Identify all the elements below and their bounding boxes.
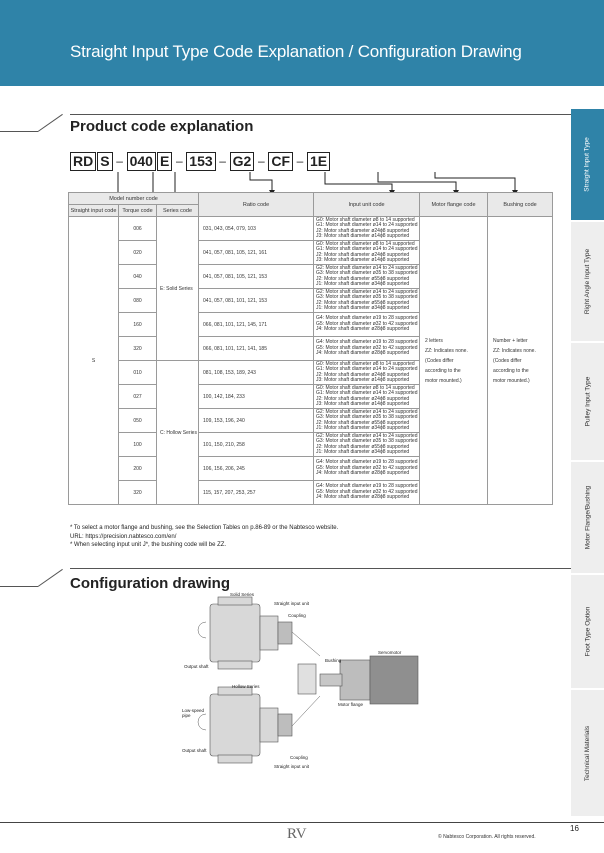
side-tab-nav (571, 109, 604, 817)
input-line: G5: Motor shaft diameter ø32 to 42 supported (316, 344, 418, 351)
ratio-codes: 081, 108, 153, 189, 243 (199, 361, 314, 385)
label-output-shaft: Output shaft (184, 664, 209, 669)
ratio-codes: 041, 057, 081, 101, 121, 153 (199, 289, 314, 313)
torque-code: 320 (119, 481, 157, 505)
tab-pulley-input-type[interactable] (571, 343, 604, 461)
section-divider-left (0, 586, 38, 587)
input-line: J1: Motor shaft diameter ø34ϕ8 supported (316, 448, 410, 455)
page-title: Straight Input Type Code Explanation / Configuration Drawing (70, 42, 522, 61)
code-group-040e (127, 152, 173, 171)
input-unit-codes (314, 265, 420, 289)
input-unit-codes (314, 481, 420, 505)
input-unit-codes (314, 217, 420, 241)
input-line: J3: Motor shaft diameter ø14ϕ8 supported (316, 376, 410, 383)
header-input-unit-code: Input unit code (314, 193, 420, 217)
input-line: G0: Motor shaft diameter ø8 to 14 supported (316, 360, 415, 367)
tab-right-angle-input-type[interactable] (571, 222, 604, 342)
tab-technical-materials[interactable] (571, 690, 604, 817)
straight-input-code-value: S (69, 217, 119, 505)
bushing-note (488, 217, 553, 505)
header-series-code: Series code (157, 205, 199, 217)
section-divider (70, 568, 571, 569)
note-line: according to the (493, 367, 529, 374)
input-unit-codes (314, 313, 420, 337)
torque-code: 160 (119, 313, 157, 337)
tab-motor-flange-bushing[interactable] (571, 462, 604, 574)
label-output-shaft: Output shaft (182, 748, 207, 753)
header-model-number-code: Model number code (69, 193, 199, 205)
footnote: * When selecting input unit J*, the bushing code will be ZZ. (70, 542, 227, 548)
input-line: J2: Motor shaft diameter ø24ϕ8 supported (316, 251, 410, 258)
code-part-torque: 040 (127, 152, 156, 171)
code-part-s: S (97, 152, 112, 171)
torque-code: 006 (119, 217, 157, 241)
copyright: © Nabtesco Corporation. All rights reserved. (438, 834, 536, 840)
torque-code: 020 (119, 241, 157, 265)
section-divider-slash (38, 569, 63, 587)
input-line: G0: Motor shaft diameter ø8 to 14 supported (316, 240, 415, 247)
section-divider-left (0, 131, 38, 132)
input-line: J4: Motor shaft diameter ø28ϕ8 supported (316, 470, 410, 477)
input-line: G2: Motor shaft diameter ø14 to 24 supported (316, 264, 418, 271)
input-line: J2: Motor shaft diameter ø55ϕ8 supported (316, 299, 410, 306)
input-line: J3: Motor shaft diameter ø14ϕ8 supported (316, 400, 410, 407)
ratio-codes: 041, 057, 081, 105, 121, 161 (199, 241, 314, 265)
note-line: (Codes differ (425, 357, 454, 364)
note-line: ZZ: Indicates none. (425, 347, 468, 354)
ratio-codes: 115, 157, 207, 253, 257 (199, 481, 314, 505)
input-line: J2: Motor shaft diameter ø55ϕ8 supported (316, 275, 410, 282)
input-line: G1: Motor shaft diameter ø14 to 24 supported (316, 222, 418, 229)
tab-straight-input-type[interactable] (571, 109, 604, 221)
input-unit-codes (314, 433, 420, 457)
note-line: Number + letter (493, 337, 528, 344)
footnote: * To select a motor flange and bushing, see the Selection Tables on p.86-89 or the Nabtesco website. (70, 525, 339, 531)
input-unit-codes (314, 457, 420, 481)
code-part-series: E (157, 152, 172, 171)
code-dash: – (296, 154, 304, 168)
torque-code: 100 (119, 433, 157, 457)
torque-code: 200 (119, 457, 157, 481)
tab-label: Foot Type Option (584, 606, 591, 657)
torque-code: 010 (119, 361, 157, 385)
series-hollow: C: Hollow Series (157, 361, 199, 505)
note-line: motor mounted.) (493, 377, 530, 384)
header-ratio-code: Ratio code (199, 193, 314, 217)
input-line: G3: Motor shaft diameter ø35 to 38 supported (316, 270, 418, 277)
label-coupling: Coupling (290, 755, 308, 760)
input-line: J2: Motor shaft diameter ø24ϕ8 supported (316, 227, 410, 234)
ratio-codes: 109, 153, 196, 240 (199, 409, 314, 433)
tab-label: Right Angle Input Type (584, 248, 592, 315)
section-divider (70, 114, 571, 115)
input-unit-codes (314, 289, 420, 313)
code-part-ratio: 153 (186, 152, 215, 171)
label-servomotor: Servomotor (378, 650, 402, 655)
input-line: G2: Motor shaft diameter ø14 to 24 supported (316, 288, 418, 295)
series-solid: E: Solid Series (157, 217, 199, 361)
code-dash: – (175, 154, 183, 168)
input-line: G2: Motor shaft diameter ø14 to 24 supported (316, 408, 418, 415)
header-motor-flange-code: Motor flange code (420, 193, 488, 217)
drawing-illustration (170, 592, 440, 772)
input-line: J1: Motor shaft diameter ø34ϕ8 supported (316, 280, 410, 287)
code-part-input-unit: G2 (230, 152, 255, 171)
input-line: J4: Motor shaft diameter ø28ϕ8 supported (316, 326, 410, 333)
code-part-bushing: 1E (307, 152, 330, 171)
tab-label: Technical Materials (584, 725, 591, 781)
tab-label: Pulley Input Type (584, 376, 591, 427)
input-line: G1: Motor shaft diameter ø14 to 24 supported (316, 390, 418, 397)
motor-flange-note (420, 217, 488, 505)
input-line: J1: Motor shaft diameter ø34ϕ8 supported (316, 304, 410, 311)
rv-logo-text: RV (287, 826, 307, 841)
label-solid-series: Solid Series (230, 592, 255, 597)
input-line: J2: Motor shaft diameter ø24ϕ8 supported (316, 395, 410, 402)
input-unit-codes (314, 337, 420, 361)
tab-label: Straight Input Type (584, 137, 592, 192)
input-line: J2: Motor shaft diameter ø24ϕ8 supported (316, 371, 410, 378)
header-bushing-code: Bushing code (488, 193, 553, 217)
ratio-codes: 100, 142, 184, 233 (199, 385, 314, 409)
note-line: ZZ: Indicates none. (493, 347, 536, 354)
code-dash: – (219, 154, 226, 168)
torque-code: 027 (119, 385, 157, 409)
input-line: G5: Motor shaft diameter ø32 to 42 supported (316, 488, 418, 495)
label-bushing: Bushing (325, 658, 342, 663)
ratio-codes: 066, 081, 101, 121, 141, 185 (199, 337, 314, 361)
ratio-codes: 031, 043, 054, 079, 103 (199, 217, 314, 241)
input-line: J1: Motor shaft diameter ø34ϕ8 supported (316, 424, 410, 431)
code-part-rd: RD (70, 152, 96, 171)
code-group-rds (70, 152, 113, 171)
input-unit-codes (314, 361, 420, 385)
input-line: G5: Motor shaft diameter ø32 to 42 supported (316, 320, 418, 327)
note-line: motor mounted.) (425, 377, 462, 384)
input-line: J4: Motor shaft diameter ø28ϕ8 supported (316, 350, 410, 357)
input-line: J3: Motor shaft diameter ø14ϕ8 supported (316, 232, 410, 239)
input-line: G0: Motor shaft diameter ø8 to 14 supported (316, 216, 415, 223)
input-line: G5: Motor shaft diameter ø32 to 42 supported (316, 464, 418, 471)
torque-code: 050 (119, 409, 157, 433)
label-straight-input-unit: Straight input unit (274, 764, 310, 769)
input-line: G4: Motor shaft diameter ø19 to 28 supported (316, 339, 418, 346)
code-dash: – (116, 154, 123, 168)
torque-code: 040 (119, 265, 157, 289)
note-line: 2 letters (425, 337, 443, 344)
ratio-codes: 106, 156, 206, 245 (199, 457, 314, 481)
input-line: G4: Motor shaft diameter ø19 to 28 supported (316, 483, 418, 490)
rv-logo-icon (285, 823, 313, 841)
torque-code: 080 (119, 289, 157, 313)
input-line: J4: Motor shaft diameter ø28ϕ8 supported (316, 494, 410, 501)
configuration-drawing (170, 592, 440, 772)
input-line: G3: Motor shaft diameter ø35 to 38 supported (316, 438, 418, 445)
label-hollow-series: Hollow Series (232, 684, 260, 689)
input-line: G3: Motor shaft diameter ø35 to 38 supported (316, 294, 418, 301)
section-divider-slash (38, 114, 63, 132)
label-low-speed-pipe: Low-speed pipe (182, 708, 205, 718)
label-straight-input-unit: Straight input unit (274, 601, 310, 606)
input-line: G1: Motor shaft diameter ø14 to 24 supported (316, 366, 418, 373)
input-unit-codes (314, 385, 420, 409)
label-motor-flange: Motor flange (338, 702, 364, 707)
input-line: G4: Motor shaft diameter ø19 to 28 supported (316, 459, 418, 466)
header-banner (0, 0, 604, 86)
ratio-codes: 066, 081, 101, 121, 145, 171 (199, 313, 314, 337)
code-dash: – (257, 154, 265, 168)
product-code-table (68, 192, 553, 505)
code-part-motor-flange: CF (268, 152, 293, 171)
section-heading-configuration: Configuration drawing (70, 575, 230, 592)
input-line: G4: Motor shaft diameter ø19 to 28 supported (316, 315, 418, 322)
model-code-example (70, 151, 330, 171)
tab-label: Motor Flange/Bushing (584, 485, 591, 550)
input-line: J3: Motor shaft diameter ø14ϕ8 supported (316, 256, 410, 263)
note-line: (Codes differ (493, 357, 522, 364)
ratio-codes: 041, 057, 081, 105, 121, 153 (199, 265, 314, 289)
tab-foot-type-option[interactable] (571, 575, 604, 689)
input-line: G2: Motor shaft diameter ø14 to 24 supported (316, 432, 418, 439)
note-line: according to the (425, 367, 461, 374)
input-unit-codes (314, 241, 420, 265)
page-number: 16 (570, 824, 579, 833)
torque-code: 320 (119, 337, 157, 361)
input-line: G0: Motor shaft diameter ø8 to 14 supported (316, 384, 415, 391)
footnote-url: URL: https://precision.nabtesco.com/en/ (70, 533, 177, 540)
label-coupling: Coupling (288, 613, 306, 618)
input-unit-codes (314, 409, 420, 433)
header-straight-input-code: Straight input code (69, 205, 119, 217)
section-heading-product-code: Product code explanation (70, 118, 254, 135)
input-line: J2: Motor shaft diameter ø55ϕ8 supported (316, 443, 410, 450)
header-torque-code: Torque code (119, 205, 157, 217)
input-line: G3: Motor shaft diameter ø35 to 38 supported (316, 414, 418, 421)
ratio-codes: 101, 150, 210, 258 (199, 433, 314, 457)
input-line: J2: Motor shaft diameter ø55ϕ8 supported (316, 419, 410, 426)
table-row (69, 217, 553, 241)
input-line: G1: Motor shaft diameter ø14 to 24 supported (316, 246, 418, 253)
footnotes (70, 524, 338, 550)
